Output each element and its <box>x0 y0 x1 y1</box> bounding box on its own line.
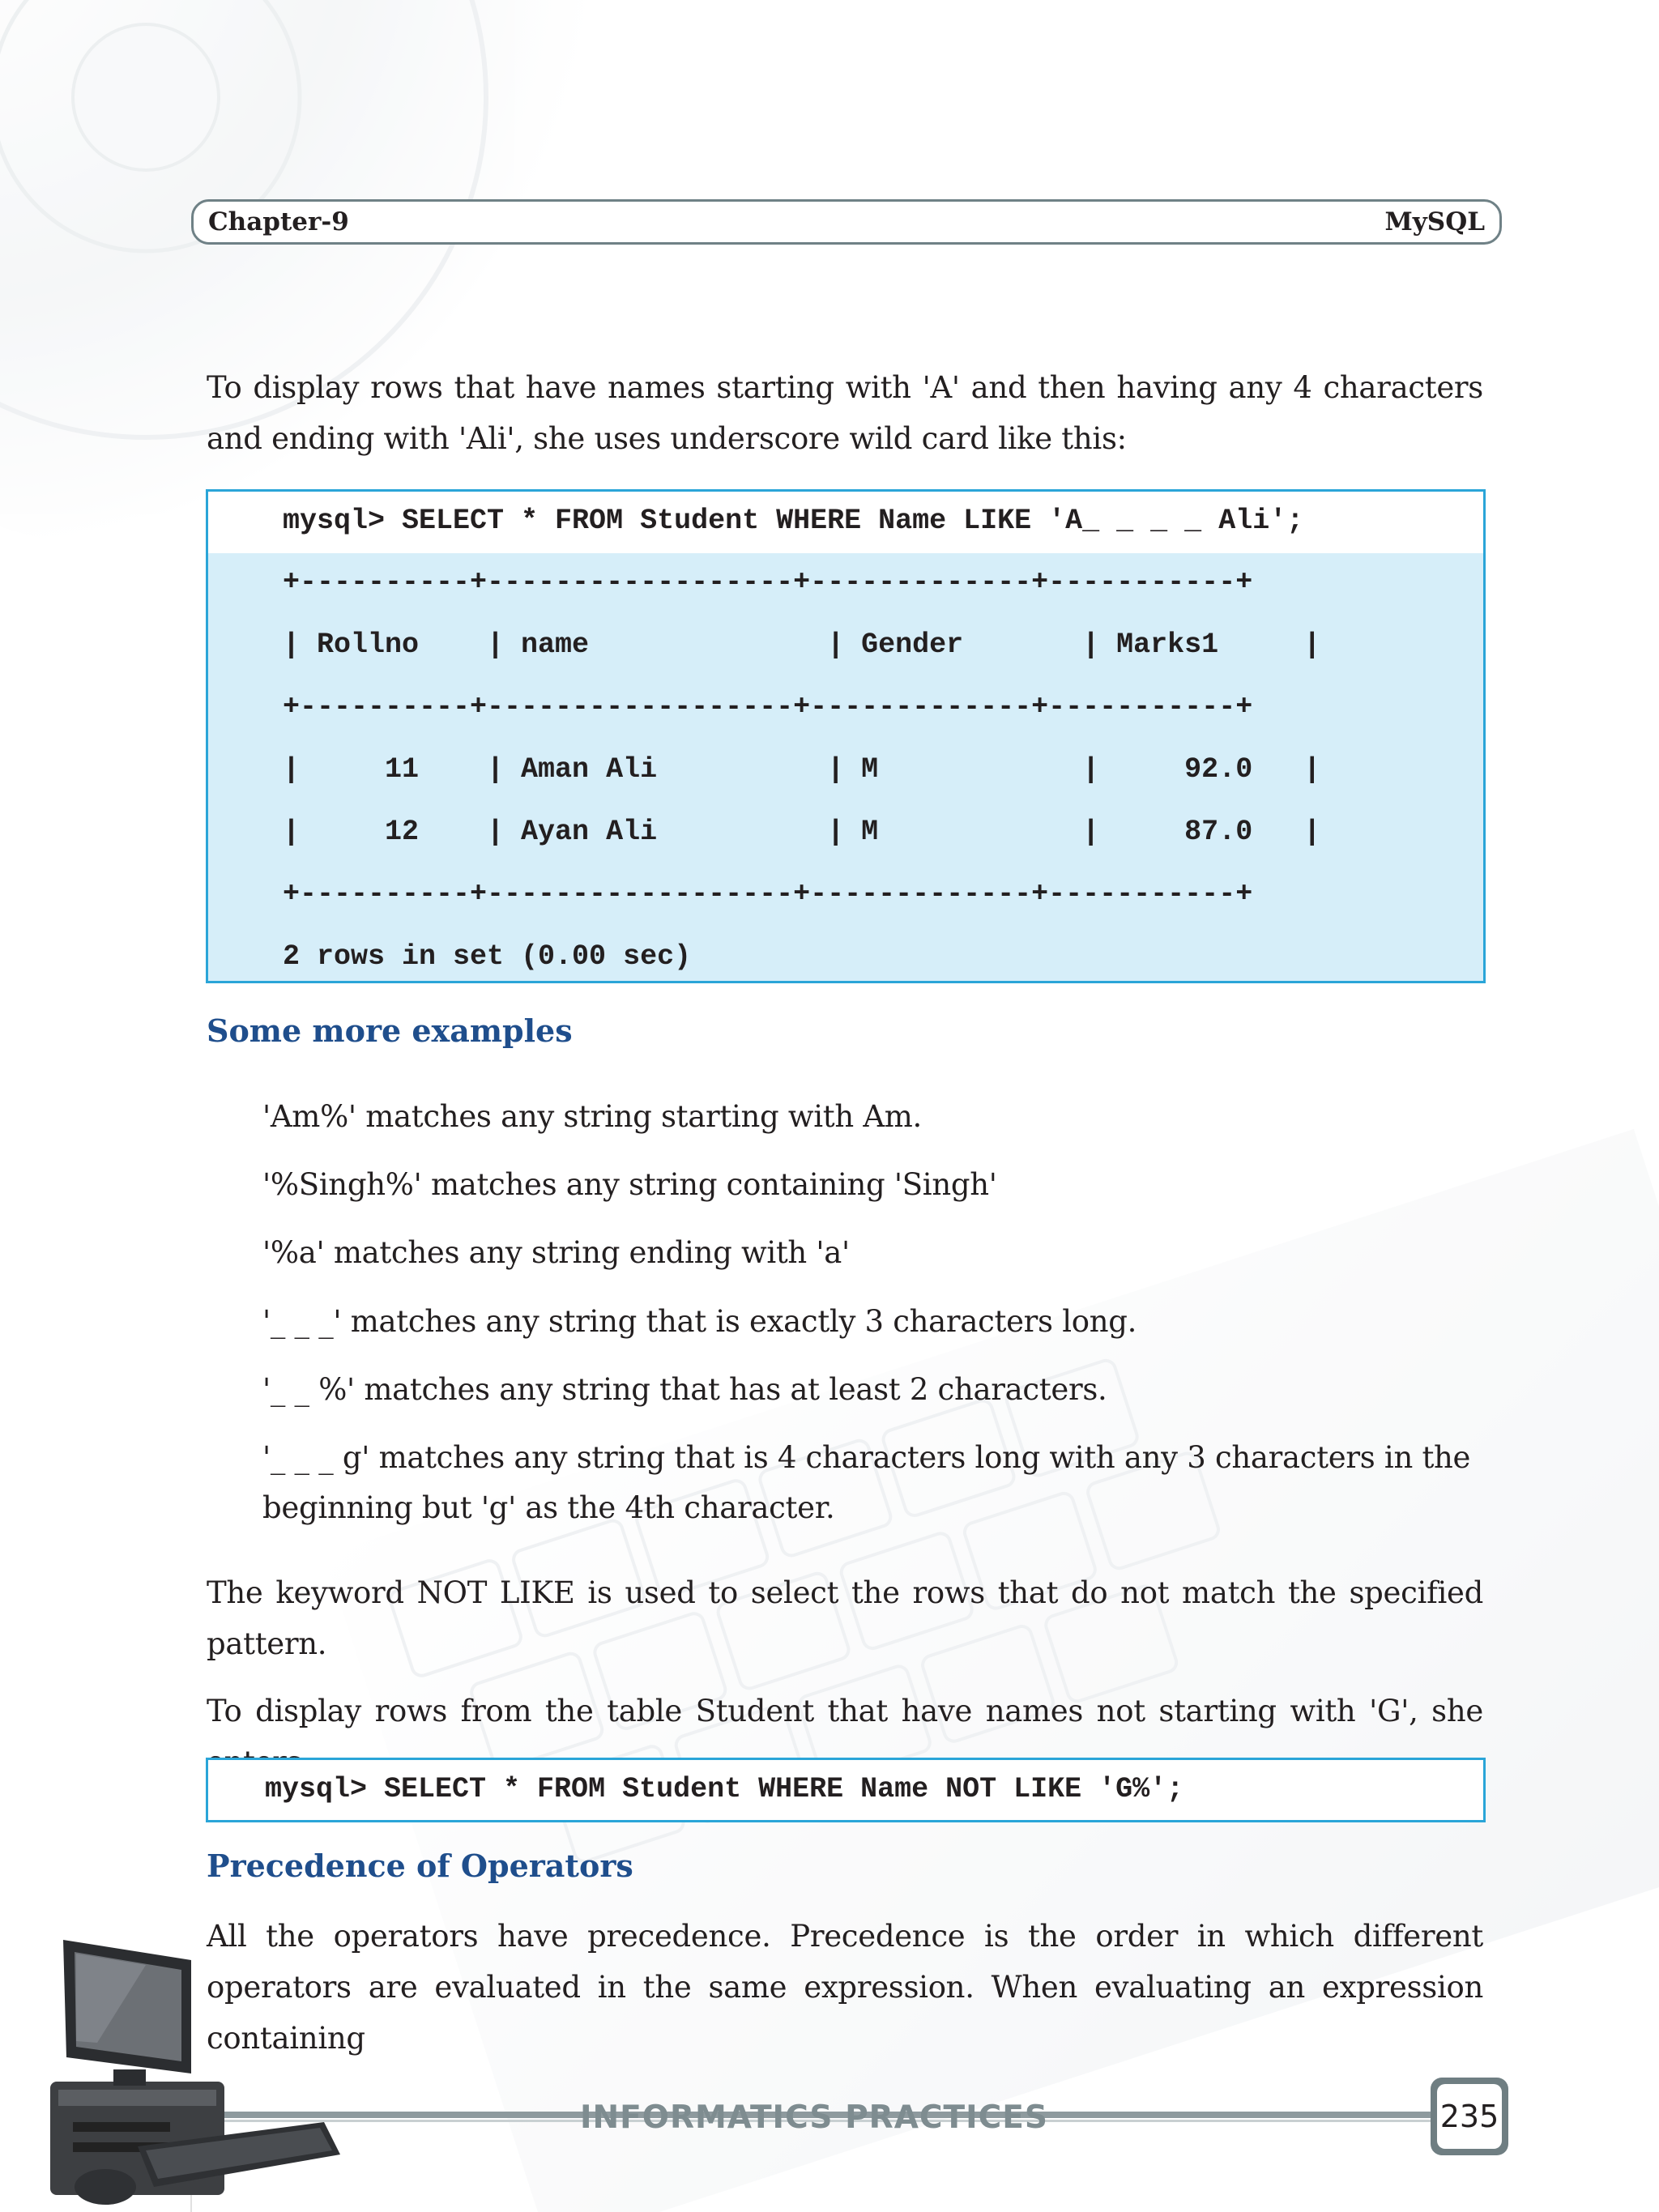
example-item: '%a' matches any string ending with 'a' <box>262 1235 850 1270</box>
page-number-badge <box>1431 2078 1508 2155</box>
intro-paragraph: To display rows that have names starting with 'A' and then having any 4 characters and ending with 'Ali', she uses underscore wild card like this: <box>207 370 1483 456</box>
example-item: '_ _ _' matches any string that is exactly 3 characters long. <box>262 1304 1137 1339</box>
footer-title: INFORMATICS PRACTICES <box>580 2099 1048 2136</box>
table-row: | 12 | Ayan Ali | M | 87.0 | <box>283 816 1321 848</box>
like-query-command: mysql> SELECT * FROM Student WHERE Name LIKE 'A_ _ _ _ Ali'; <box>283 505 1304 537</box>
not-like-intro: To display rows from the table Student that have names not starting with 'G', she <box>207 1694 1483 1728</box>
precedence-paragraph: All the operators have precedence. Precedence is the order in which different operators are evaluated in the same expression. When evaluating an expression containing <box>207 1919 1483 2056</box>
example-item: '%Singh%' matches any string containing 'Singh' <box>262 1167 997 1202</box>
page-number: 235 <box>1437 2084 1502 2149</box>
table-border-line: +----------+------------------+-------------+-----------+ <box>283 691 1253 723</box>
example-item: 'Am%' matches any string starting with Am. <box>262 1099 922 1134</box>
chapter-header <box>191 199 1502 245</box>
not-like-query-box <box>206 1758 1486 1822</box>
row-count-summary: 2 rows in set (0.00 sec) <box>283 940 692 973</box>
not-like-query-command: mysql> SELECT * FROM Student WHERE Name NOT LIKE 'G%'; <box>265 1773 1184 1805</box>
chapter-topic: MySQL <box>1384 207 1485 237</box>
query-result-area <box>208 553 1483 981</box>
precedence-heading: Precedence of Operators <box>207 1848 633 1884</box>
table-header-row: | Rollno | name | Gender | Marks1 | <box>283 629 1321 661</box>
table-border-line: +----------+------------------+-------------+-----------+ <box>283 566 1253 599</box>
query-result-box <box>206 489 1486 983</box>
example-item: '_ _ %' matches any string that has at least 2 characters. <box>262 1372 1107 1407</box>
not-like-paragraph: The keyword NOT LIKE is used to select the rows that do not match the specified pattern. <box>207 1575 1483 1661</box>
table-row: | 11 | Aman Ali | M | 92.0 | <box>283 753 1321 786</box>
table-border-line: +----------+------------------+-------------+-----------+ <box>283 878 1253 910</box>
example-item: '_ _ _ g' matches any string that is 4 characters long with any 3 characters in the beginning but 'g' as the 4th character. <box>262 1440 1471 1525</box>
chapter-label: Chapter-9 <box>208 207 349 237</box>
examples-heading: Some more examples <box>207 1012 573 1049</box>
footer <box>186 2097 1442 2139</box>
